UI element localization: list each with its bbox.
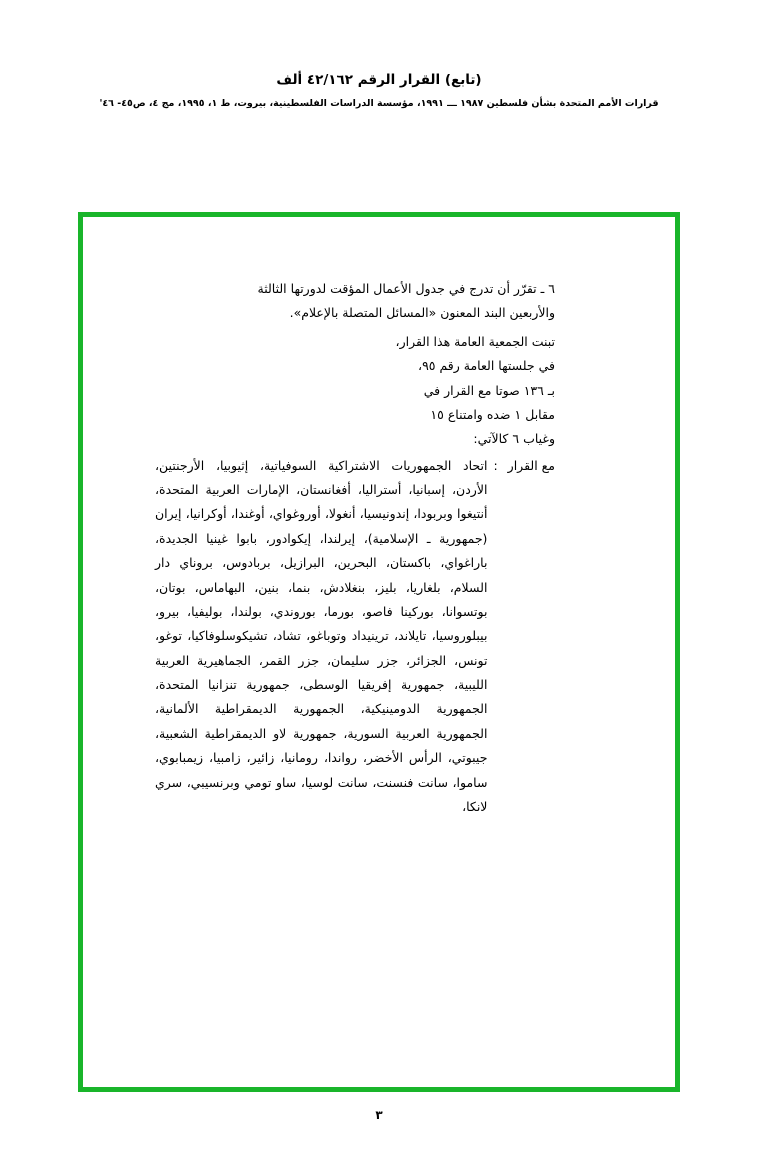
document-page [0, 72, 758, 1150]
adoption-statement [155, 330, 555, 452]
vote-listing-countries: اتحاد الجمهوريات الاشتراكية السوفياتية، إثيوبيا، الأرجنتين، الأردن، إسبانيا، أستراليا، أفغانستان، الإمارات العربية المتحدة، أنتيغوا وبربودا، إندونيسيا، أنغولا، أوروغواي، أوغندا، أوكرانيا، إيران (جمهورية ـ الإسلامية)، إيرلندا، إيكوادور، بابوا غينيا الجديدة، باراغواي، باكستان، البحرين، البرازيل، بربادوس، بروناي دار السلام، بلغاريا، بليز، بنغلادش، بنما، بنين، البهاماس، بوتان، بوتسوانا، بوركينا فاصو، بورما، بوروندي، بولندا، بوليفيا، بيرو، بيبلوروسيا، تايلاند، ترينيداد وتوباغو، تشاد، تشيكوسلوفاكيا، توغو، تونس، الجزائر، جزر سليمان، جزر القمر، الجماهيرية العربية الليبية، جمهورية إفريقيا الوسطى، جمهورية تنزانيا المتحدة، الجمهورية الدومينيكية، الجمهورية الديمقراطية الألمانية، الجمهورية العربية السورية، جمهورية لاو الديمقراطية الشعبية، جيبوتي، الرأس الأخضر، رواندا، رومانيا، زائير، زامبيا، زيمبابوي، ساموا، سانت فنسنت، سانت لوسيا، ساو تومي وبرنسيبي، سري لانكا، [155, 457, 488, 814]
item-6-line-1: ٦ ـ تقرّر أن تدرج في جدول الأعمال المؤقت لدورتها الثالثة [257, 281, 555, 296]
item-6-line-2: والأربعين البند المعنون «المسائل المتصلة بالإعلام». [289, 305, 555, 321]
adoption-line-3: بـ ١٣٦ صوتا مع القرار في [423, 382, 555, 398]
document-title: (تابع) القرار الرقم ٤٢/١٦٢ ألف [276, 72, 482, 88]
paragraph-item-6 [155, 277, 555, 326]
adoption-line-5: وغياب ٦ كالآتي: [473, 431, 555, 447]
vote-listing-label: مع القرار [507, 457, 555, 473]
vote-listing-colon: : [493, 457, 498, 473]
adoption-line-4: مقابل ١ ضده وامتناع ١٥ [430, 406, 555, 422]
content-frame [78, 212, 680, 1092]
page-number: ٣ [375, 1108, 383, 1122]
adoption-line-1: تبنت الجمعية العامة هذا القرار، [395, 333, 555, 349]
vote-in-favour-listing [155, 454, 555, 820]
document-source-citation: قرارات الأمم المتحدة بشأن فلسطين ١٩٨٧ ـــ ١٩٩١، مؤسسة الدراسات الفلسطينية، بيروت، ط ١، ١٩٩٥، مج ٤، ص٤٥- ٤٦' [99, 98, 659, 109]
document-body [155, 277, 555, 819]
adoption-line-2: في جلستها العامة رقم ٩٥، [418, 358, 555, 374]
